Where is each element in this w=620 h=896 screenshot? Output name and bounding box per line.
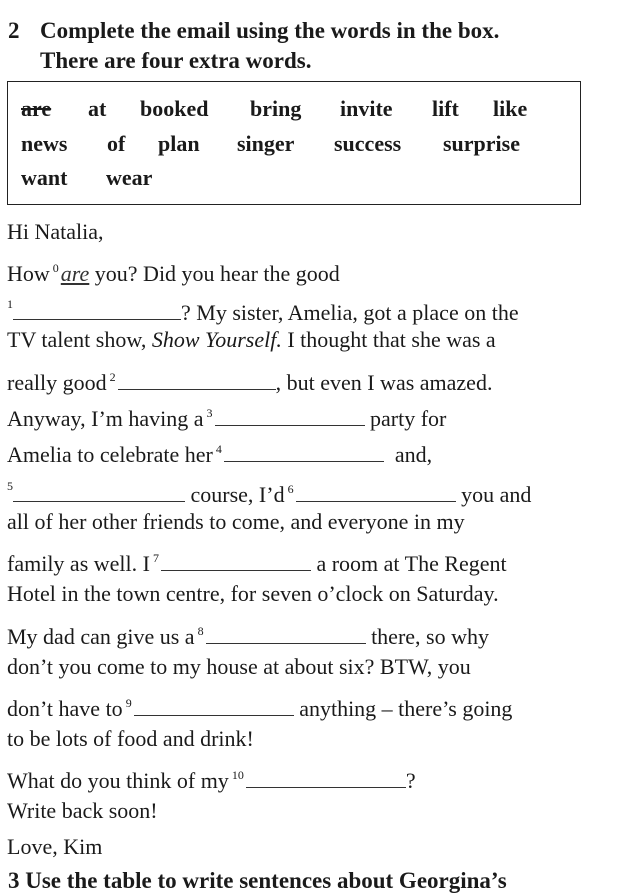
word-are: are (21, 96, 52, 121)
email-line-1: How $^0$are you? Did you hear the good (7, 261, 340, 286)
word-plan: plan (158, 131, 200, 156)
email-closing-1: Write back soon! (7, 798, 158, 823)
word-surprise: surprise (443, 131, 520, 156)
word-invite: invite (340, 96, 393, 121)
email-line-14: to be lots of food and drink! (7, 726, 254, 751)
email-line-7: $^5$ course, I’d $^6$ you and (7, 479, 532, 507)
email-line-11: My dad can give us a $^8$ there, so why (7, 624, 489, 649)
email-signoff: Love, Kim (7, 834, 103, 859)
answer-blank-6[interactable] (296, 483, 456, 502)
exercise-heading (8, 16, 608, 76)
next-exercise-heading: 3 Use the table to write sentences about Georgina’s (8, 868, 507, 893)
email-line-6: Amelia to celebrate her $^4$ and, (7, 442, 433, 467)
instruction-line-1: Complete the email using the words in the box. (40, 18, 500, 43)
word-lift: lift (432, 96, 459, 121)
word-at: at (88, 96, 107, 121)
answer-blank-5[interactable] (13, 483, 185, 502)
email-line-13: don’t have to $^9$ anything – there’s going (7, 696, 513, 721)
word-box (7, 81, 581, 205)
answer-blank-1[interactable] (13, 301, 181, 320)
answer-blank-2[interactable] (118, 371, 276, 390)
word-booked: booked (140, 96, 209, 121)
email-line-4: really good $^2$ , but even I was amazed. (7, 370, 493, 395)
email-line-9: family as well. I $^7$ a room at The Regent (7, 551, 507, 576)
email-line-3: TV talent show, Show Yourself. I thought that she was a (7, 327, 496, 352)
answer-blank-8[interactable] (206, 625, 366, 644)
answer-blank-9[interactable] (134, 697, 294, 716)
word-want: want (21, 165, 68, 190)
answer-blank-3[interactable] (215, 407, 365, 426)
email-line-8: all of her other friends to come, and everyone in my (7, 509, 465, 534)
email-greeting: Hi Natalia, (7, 219, 104, 244)
exercise-number: 2 (8, 18, 20, 43)
word-news: news (21, 131, 68, 156)
word-wear: wear (106, 165, 153, 190)
word-like: like (493, 96, 528, 121)
example-answer: are (60, 261, 90, 286)
email-line-15: What do you think of my $^{10}$ ? (7, 768, 416, 793)
word-of: of (107, 131, 126, 156)
answer-blank-4[interactable] (224, 443, 384, 462)
email-line-10: Hotel in the town centre, for seven o’clock on Saturday. (7, 581, 499, 606)
email-line-5: Anyway, I’m having a $^3$ party for (7, 406, 447, 431)
word-success: success (334, 131, 402, 156)
email-line-2: $^1$ ? My sister, Amelia, got a place on the (7, 297, 519, 325)
email-line-12: don’t you come to my house at about six? BTW, you (7, 654, 471, 679)
word-bring: bring (250, 96, 302, 121)
instruction-line-2: There are four extra words. (40, 48, 312, 73)
word-singer: singer (237, 131, 295, 156)
answer-blank-7[interactable] (161, 552, 311, 571)
answer-blank-10[interactable] (246, 769, 406, 788)
